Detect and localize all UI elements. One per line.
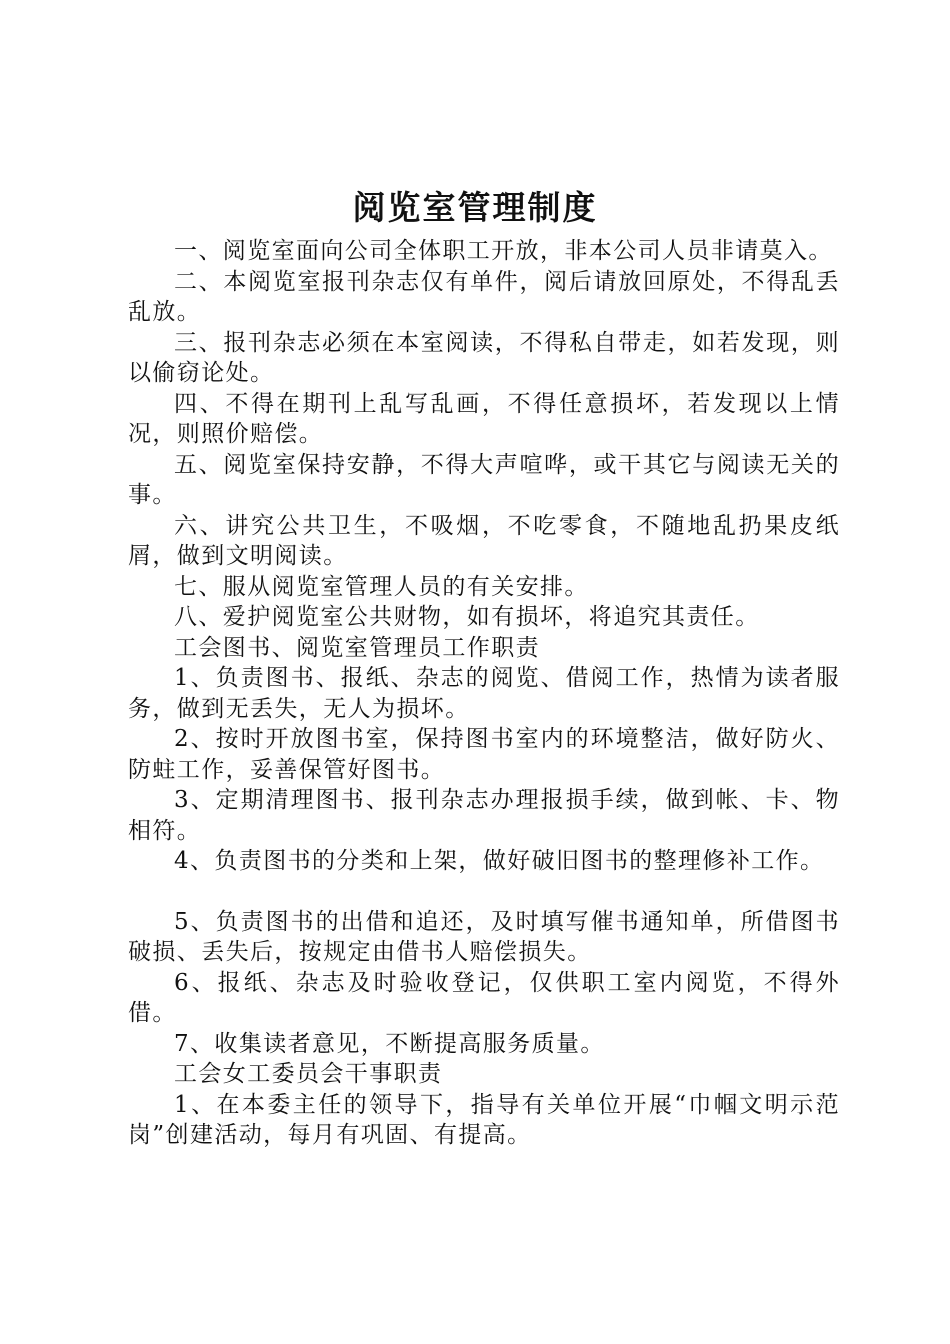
duty-paragraph: 7、收集读者意见，不断提高服务质量。	[174, 1030, 605, 1057]
rule-paragraph: 六、讲究公共卫生，不吸烟，不吃零食，不随地乱扔果皮纸屑，做到文明阅读。	[128, 512, 840, 569]
rule-paragraph: 三、报刊杂志必须在本室阅读，不得私自带走，如若发现，则以偷窃论处。	[128, 329, 840, 386]
rule-paragraph: 八、爱护阅览室公共财物，如有损坏，将追究其责任。	[174, 604, 760, 630]
duty-paragraph: 2、按时开放图书室，保持图书室内的环境整洁，做好防火、防蛀工作，妥善保管好图书。	[128, 726, 840, 783]
rule-paragraph: 一、阅览室面向公司全体职工开放，非本公司人员非请莫入。	[174, 238, 833, 264]
duty-paragraph: 3、定期清理图书、报刊杂志办理报损手续，做到帐、卡、物相符。	[128, 787, 840, 844]
duty-paragraph: 6、报纸、杂志及时验收登记，仅供职工室内阅览，不得外借。	[128, 969, 840, 1026]
section-heading: 工会图书、阅览室管理员工作职责	[174, 634, 540, 661]
paragraph-spacer	[128, 877, 840, 907]
duty-paragraph: 5、负责图书的出借和追还，及时填写催书通知单，所借图书破损、丢失后，按规定由借书人赔偿损失。	[128, 908, 840, 965]
document-title: 阅览室管理制度	[352, 188, 598, 227]
duty-paragraph: 1、在本委主任的领导下，指导有关单位开展“巾帼文明示范岗”创建活动，每月有巩固、有提高。	[128, 1091, 840, 1148]
rule-paragraph: 七、服从阅览室管理人员的有关安排。	[174, 573, 589, 600]
duty-paragraph: 1、负责图书、报纸、杂志的阅览、借阅工作，热情为读者服务，做到无丢失，无人为损坏。	[128, 665, 840, 722]
rule-paragraph: 四、不得在期刊上乱写乱画，不得任意损坏，若发现以上情况，则照价赔偿。	[128, 390, 840, 447]
document-body	[128, 236, 840, 1151]
duty-paragraph: 4、负责图书的分类和上架，做好破旧图书的整理修补工作。	[174, 848, 825, 874]
section-heading: 工会女工委员会干事职责	[174, 1061, 443, 1087]
rule-paragraph: 二、本阅览室报刊杂志仅有单件，阅后请放回原处，不得乱丢乱放。	[128, 268, 840, 325]
rule-paragraph: 五、阅览室保持安静，不得大声喧哗，或干其它与阅读无关的事。	[128, 451, 840, 508]
